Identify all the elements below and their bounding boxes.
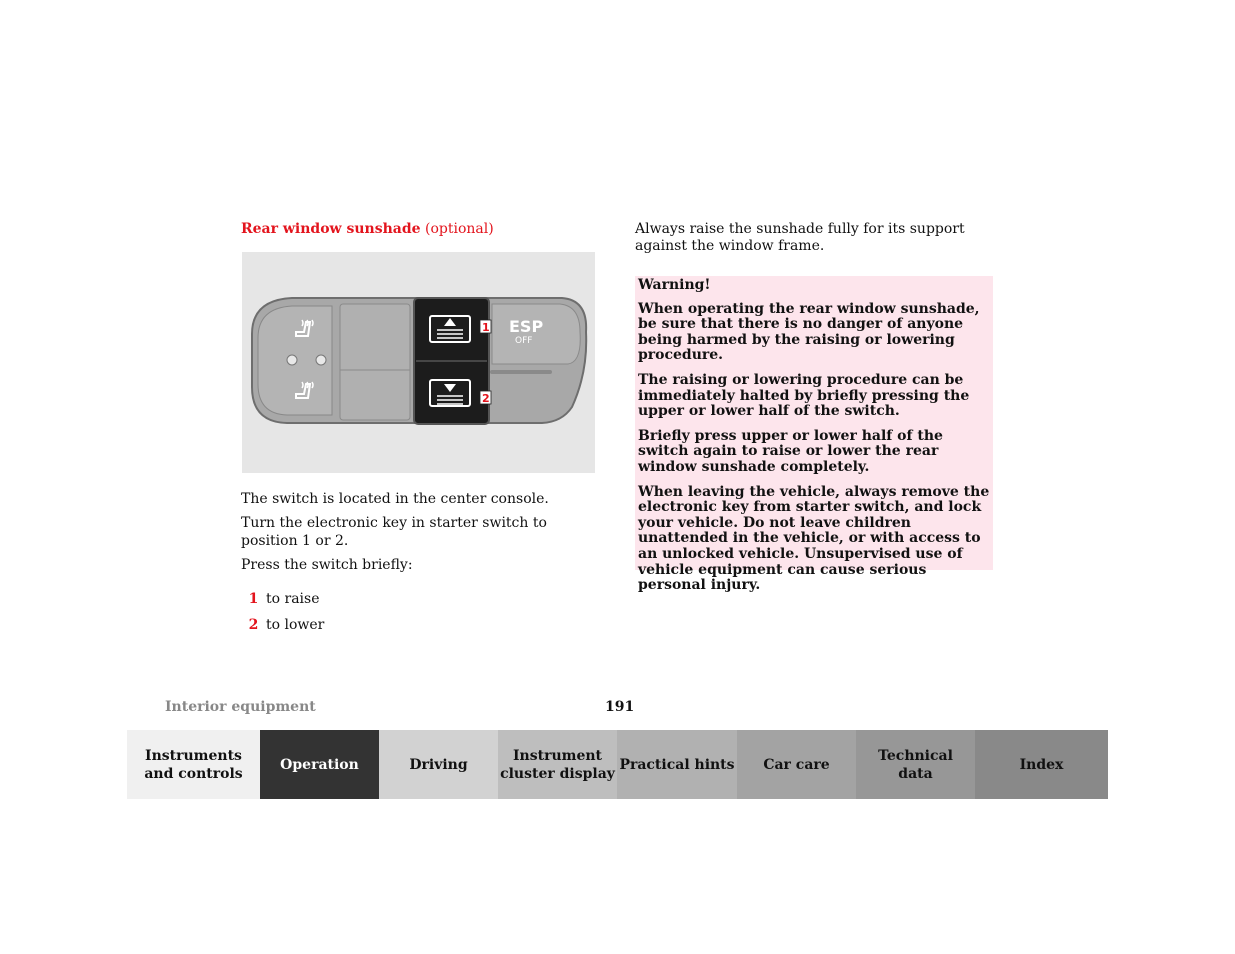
callout-1: 1 bbox=[482, 321, 490, 334]
body-paragraph-3: Press the switch briefly: bbox=[241, 557, 413, 573]
warning-paragraph: Briefly press upper or lower half of the switch again to raise or lower the rear window sunshade completely. bbox=[638, 427, 943, 475]
footer-section-label: Interior equipment bbox=[165, 699, 316, 715]
esp-sub-label: OFF bbox=[515, 336, 533, 346]
esp-label: ESP bbox=[509, 317, 544, 336]
step-number: 2 bbox=[248, 617, 259, 633]
switch-drawing bbox=[242, 252, 595, 473]
nav-tab-practical-hints[interactable]: Practical hints bbox=[617, 730, 737, 799]
step-text: to raise bbox=[266, 591, 320, 607]
callout-2: 2 bbox=[482, 392, 490, 405]
nav-tab-index[interactable]: Index bbox=[975, 730, 1108, 799]
warning-title: Warning! bbox=[638, 277, 711, 293]
nav-tab-instrument-cluster-display[interactable]: Instrument cluster display bbox=[498, 730, 617, 799]
section-heading bbox=[241, 221, 494, 237]
step-number: 1 bbox=[248, 591, 259, 607]
nav-tab-instruments-and-controls[interactable]: Instruments and controls bbox=[127, 730, 260, 799]
right-paragraph: Always raise the sunshade fully for its support against the window frame. bbox=[635, 221, 965, 254]
steps-list bbox=[241, 591, 324, 643]
step-text: to lower bbox=[266, 617, 325, 633]
switch-illustration bbox=[242, 252, 595, 473]
warning-box bbox=[635, 276, 993, 594]
nav-tab-technical-data[interactable]: Technical data bbox=[856, 730, 975, 799]
page-number: 191 bbox=[605, 699, 635, 715]
warning-paragraph: The raising or lowering procedure can be immediately halted by briefly pressing the upper or lower half of the switch. bbox=[638, 371, 970, 420]
warning-paragraph: When operating the rear window sunshade, be sure that there is no danger of anyone being harmed by the raising or lowering procedure. bbox=[638, 300, 980, 364]
warning-paragraph: When leaving the vehicle, always remove the electronic key from starter switch, and lock your vehicle. Do not leave children unattended in the vehicle, or with access to an unlocked vehicle. Unsupervised use of vehicle equipment can cause serious personal injury. bbox=[638, 483, 990, 594]
chapter-nav bbox=[127, 730, 1108, 799]
section-title: Rear window sunshade bbox=[241, 221, 421, 237]
body-paragraph-1: The switch is located in the center console. bbox=[241, 491, 549, 507]
list-item bbox=[241, 617, 324, 643]
body-paragraph-2: Turn the electronic key in starter switch to position 1 or 2. bbox=[241, 515, 547, 549]
nav-tab-driving[interactable]: Driving bbox=[379, 730, 498, 799]
nav-tab-car-care[interactable]: Car care bbox=[737, 730, 856, 799]
section-title-suffix: (optional) bbox=[425, 221, 494, 237]
list-item bbox=[241, 591, 324, 617]
nav-tab-operation[interactable]: Operation bbox=[260, 730, 379, 799]
